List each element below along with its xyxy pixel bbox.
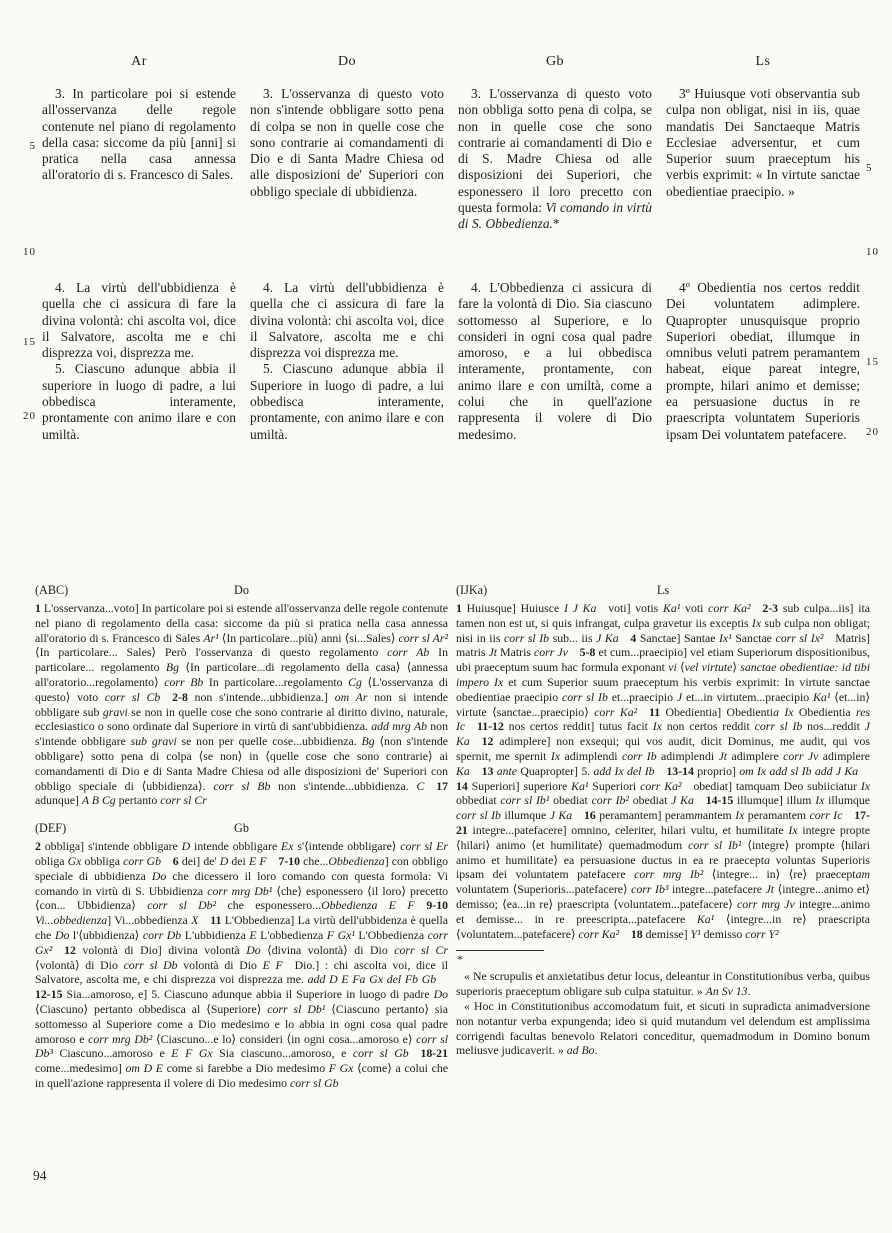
- footnote-asterisk-marker: *: [457, 952, 463, 967]
- column-header-ar: Ar: [131, 54, 147, 69]
- column-header-gb: Gb: [545, 54, 565, 69]
- apparatus-ijka-header: [456, 583, 870, 599]
- do-paragraph-5: 5. Ciascuno adunque abbia il Superiore in luogo di padre, a lui obbedisca interamente, prontamente, con animo ilare e con umiltà.: [250, 361, 444, 442]
- column-do: [250, 86, 444, 443]
- synoptic-columns: [42, 86, 860, 443]
- apparatus-witness-gb: Gb: [234, 821, 249, 836]
- do-paragraph-4: 4. La virtù dell'ubbidienza è quella che ci assicura di fare la divina volontà: chi ascolta voi, dice il Salvatore, ascolta me e chi disprezza voi disprezza me.: [250, 280, 444, 361]
- apparatus-def-text: 2 obbliga] s'intende obbligare D intende obbligare Ex s'⟨intende obbligare⟩ corr sl Er obliga Gx obbliga corr Gb 6 dei] de' D dei E F 7-10 che...Obbedienza] con obbligo speciale di ubbidienza Do che dicessero il loro comando con questa formola: Vi comando in virtù di S. Ubbidienza corr mrg Db¹ ⟨che⟩ esponessero ⟨il loro⟩ precetto ⟨con... Ubbidienza⟩ corr sl Db² che esponessero...Obbedienza E F 9-10 Vi...obbedienza] Vi...obbedienza X 11 L'Obbedienza] La virtù dell'ubbidenza è quella che Do l'⟨ubbidienza⟩ corr Db L'ubbidienza E L'obbedienza F Gx¹ L'Obbedienza corr Gx² 12 volontà di Dio] divina volontà Do ⟨divina volontà⟩ di Dio corr sl Cr ⟨volontà⟩ di Dio corr sl Db volontà di Dio E F Dio.] : chi ascolta voi, dice il Salvatore, ascolta me, e chi disprezza voi disprezza me. add D E Fa Gx del Fb Gb 12-15 Sia...amoroso, e] 5. Ciascuno adunque abbia il Superiore in luogo di padre Do ⟨Ciascuno⟩ pertanto obbedisca al ⟨Superiore⟩ corr sl Db¹ ⟨Ciascuno pertanto⟩ sia sottomesso al Superiore come a Dio medesimo e lo abbia in ogni cosa qual padre amoroso e corr mrg Db² ⟨Ciascuno...e lo⟩ consideri ⟨in ogni cosa...amoroso e⟩ corr sl Db³ Ciascuno...amoroso e E F Gx Sia ciascuno...amoroso, e corr sl Gb 18-21 come...medesimo] om D E come si farebbe a Dio medesimo F Gx ⟨come⟩ a colui che in quell'azione rappresenta il volere di Dio medesimo corr sl Gb: [35, 839, 449, 1090]
- footnote-1: « Ne scrupulis et anxietatibus detur locus, deleantur in Constitutionibus verba, quibus superioris praeceptum obligare sub culpa statuitur. » An Sv 13.: [456, 969, 870, 999]
- line-number-left-5: 5: [29, 140, 36, 152]
- column-ar: [42, 86, 236, 443]
- column-headers: [42, 54, 860, 70]
- footnote-2: « Hoc in Constitutionibus accomodatum fuit, et sicuti in supradicta animadversione non notantur verba expungenda; ideo si quid mutandum vel delendum est amplissima corrigendi facultas benevolo Relatori conceditur, quemadmodum in Domino bonum meliusve judicaverit. » ad Bo.: [456, 998, 870, 1058]
- column-ls: [666, 86, 860, 443]
- apparatus-group-def: (DEF): [35, 821, 67, 836]
- column-header-ls: Ls: [755, 54, 771, 69]
- line-number-left-15: 15: [23, 336, 36, 348]
- column-ls-block1: [666, 86, 860, 280]
- column-ls-block2: [666, 280, 860, 443]
- ar-paragraph-3: 3. In particolare poi si estende all'osservanza delle regole contenute nel piano di regolamento della casa: siccome da più [anni] si pratica nella casa annessa all'oratorio di s. Francesco di Sales.: [42, 86, 236, 183]
- gb-paragraph-3: 3. L'osservanza di questo voto non obbliga sotto pena di colpa, se non in quelle cose che sono contrarie ai comandamenti di Dio e di S. Madre Chiesa od alle disposizioni dei Superiori, che esponessero il loro precetto con questa formola: Vi comando in virtù di S. Obbedienza.*: [458, 86, 652, 232]
- line-number-left-20: 20: [23, 410, 36, 422]
- apparatus-right: [456, 583, 870, 1058]
- ls-paragraph-3: 3º Huiusque voti observantia sub culpa non obligat, nisi in iis, quae mandatis Dei Sanctaeque Matris Ecclesiae adversentur, et cum Superior suum praeceptum his verbis exprimit: « In virtute sanctae obedientiae praecipio. »: [666, 86, 860, 199]
- apparatus-abc-header: [35, 583, 448, 599]
- ar-paragraph-4: 4. La virtù dell'ubbidienza è quella che ci assicura di fare la divina volontà: chi ascolta voi, dice il Salvatore, ascolta me e chi disprezza voi, disprezza me.: [42, 280, 236, 361]
- line-number-left-10: 10: [23, 246, 36, 258]
- apparatus-witness-do: Do: [234, 583, 249, 597]
- apparatus-group-abc: (ABC): [35, 583, 69, 597]
- column-header-do: Do: [337, 54, 357, 69]
- column-ar-block2: [42, 280, 236, 443]
- apparatus-abc-text: 1 L'osservanza...voto] In particolare poi si estende all'osservanza delle regole contenute nel piano di regolamento della casa: siccome da più si pratica nella casa annessa all'oratorio di s. Francesco di Sales Ar¹ ⟨In particolare...più⟩ anni ⟨si...Sales⟩ corr sl Ar² ⟨In particolare... Sales⟩ Però l'osservanza di questo regolamento corr Ab In particolare... regolamento Bg ⟨In particolare...di regolamento della casa⟩ ⟨annessa all'oratorio...regolamento⟩ corr Bb In particolare...regolamento Cg ⟨L'osservanza di questo⟩ voto corr sl Cb 2-8 non s'intende...ubbidienza.] om Ar non si intende obbligare sub gravi se non in quelle cose che sono contrarie al diritto divino, naturale, ecclesiastico o sono ordinate dal Superiore in virtù di sant'ubbidienza. add mrg Ab non s'intende obbligare sub gravi se non per quelle cose...ubbidienza. Bg ⟨non s'intende obbligare⟩ sotto pena di colpa ⟨se non⟩ in ⟨quelle cose che sono contrarie⟩ ai comandamenti di Dio e di Santa Madre Chiesa od alle disposizioni de' Superiori con obbligo speciale di ⟨ubbidienza⟩. corr sl Bb non s'intende...ubbidienza. C 17 adunque] A B Cg pertanto corr sl Cr: [35, 601, 449, 808]
- apparatus-group-ijka: (IJKa): [456, 583, 488, 597]
- footnote-divider: [456, 950, 544, 951]
- column-ar-block1: [42, 86, 236, 280]
- apparatus-def-header: [35, 821, 448, 837]
- line-number-right-20: 20: [866, 426, 879, 438]
- line-number-right-5: 5: [866, 162, 873, 174]
- page-number: 94: [33, 1168, 47, 1183]
- do-paragraph-3: 3. L'osservanza di questo voto non s'intende obbligare sotto pena di colpa se non in quelle cose che sono contrarie ai comandamenti di Dio e di Santa Madre Chiesa od alle disposizioni de' Superiori con obbligo speciale di ubbidienza.: [250, 86, 444, 199]
- column-gb: [458, 86, 652, 443]
- ls-paragraph-4: 4º Obedientia nos certos reddit Dei voluntatem adimplere. Quapropter unusquisque proprio Superiori obediat, illumque in omnibus veluti patrem peramantem habeat, eique pareat integre, prompte, hilari animo et demisse; ea persuasione ductus in re praescripta voluntatem Superioris ipsam Dei voluntatem patefacere.: [666, 280, 860, 442]
- ar-paragraph-5: 5. Ciascuno adunque abbia il superiore in luogo di padre, a lui obbedisca interamente, prontamente con animo ilare e con umiltà.: [42, 361, 236, 442]
- line-number-right-10: 10: [866, 246, 879, 258]
- gb-paragraph-4: 4. L'Obbedienza ci assicura di fare la volontà di Dio. Sia ciascuno sottomesso al Superiore, e lo consideri in ogni cosa qual padre amoroso, e a lui obbedisca interamente, prontamente, con animo ilare e con umiltà, come a colui che in quell'azione rappresenta il volere di Dio medesimo.: [458, 280, 652, 442]
- column-do-block2: [250, 280, 444, 443]
- column-gb-block1: [458, 86, 652, 280]
- apparatus-ijka-text: 1 Huiusque] Huiusce I J Ka voti] votis Ka¹ voti corr Ka² 2-3 sub culpa...iis] ita tamen non est ut, si quis infrangat, culpa gravetur iis exceptis Ix sub culpa non obligat; nisi in iis corr sl Ib sub... iis J Ka 4 Sanctae] Santae Ix¹ Sanctae corr sl Ix² Matris] matris Jt Matris corr Jv 5-8 et cum...praecipio] vel etiam Superiorum dispositionibus, ubi praeceptum suum hac formula exponant vi ⟨vel virtute⟩ sanctae obedientiae: id tibi impero Ix et cum Superior suum praeceptum his verbis exprimit: In virtute sanctae obedientiae praecipio corr sl Ib et...praecipio J et...in virtutem...praecipio Ka¹ ⟨et...in⟩ virtute ⟨sanctae...praecipio⟩ corr Ka² 11 Obedientia] Obedientia Ix Obedientia res Ic 11-12 nos certos reddit] tutus facit Ix non certos reddit corr sl Ib nos...reddit J Ka 12 adimplere] non exsequi; qui vos audit, dicit Dominus, me audit, qui vos spernit, me spernit Ix adimplendi corr Ib adimplendi Jt adimplere corr Jv adimplere Ka 13 ante Quapropter] 5. add Ix del Ib 13-14 proprio] om Ix add sl Ib add J Ka 14 Superiori] superiore Ka¹ Superiori corr Ka² obediat] tamquam Deo subiiciatur Ix obbediat corr sl Ib¹ obediat corr Ib² obediat J Ka 14-15 illumque] illum Ix illumque corr sl Ib illumque J Ka 16 peramantem] perammantem Ix peramantem corr Ic 17-21 integre...patefacere] omnino, celeriter, hilari vultu, et humilitate Ix integre propte ⟨hilari⟩ animo ⟨et humilitate⟩ quemadmodum corr sl Ib¹ ⟨integre⟩ prompte ⟨hilari animo et humilitate⟩ ea persuasione ductus in ea re praecepta voluntas Superioris ipsam dei voluntatem patefacere corr mrg Ib² ⟨integre... in⟩ ⟨re⟩ praeceptam voluntatem ⟨Superioris...patefacere⟩ corr Ib³ integre...patefacere Jt ⟨integre...animo et⟩ demisso; ⟨ea...in re⟩ praescripta ⟨voluntatem...patefacere⟩ corr mrg Jv integre...animo et demisse... in re preescripta...patefacere Ka¹ ⟨integre...in re⟩ praescripta ⟨voluntatem...patefacere⟩ corr Ka² 18 demisse] Y¹ demisso corr Y²: [456, 601, 871, 941]
- column-gb-block2: [458, 280, 652, 443]
- column-do-block1: [250, 86, 444, 280]
- apparatus-left: [35, 583, 448, 1091]
- line-number-right-15: 15: [866, 356, 879, 368]
- apparatus-witness-ls: Ls: [656, 583, 670, 597]
